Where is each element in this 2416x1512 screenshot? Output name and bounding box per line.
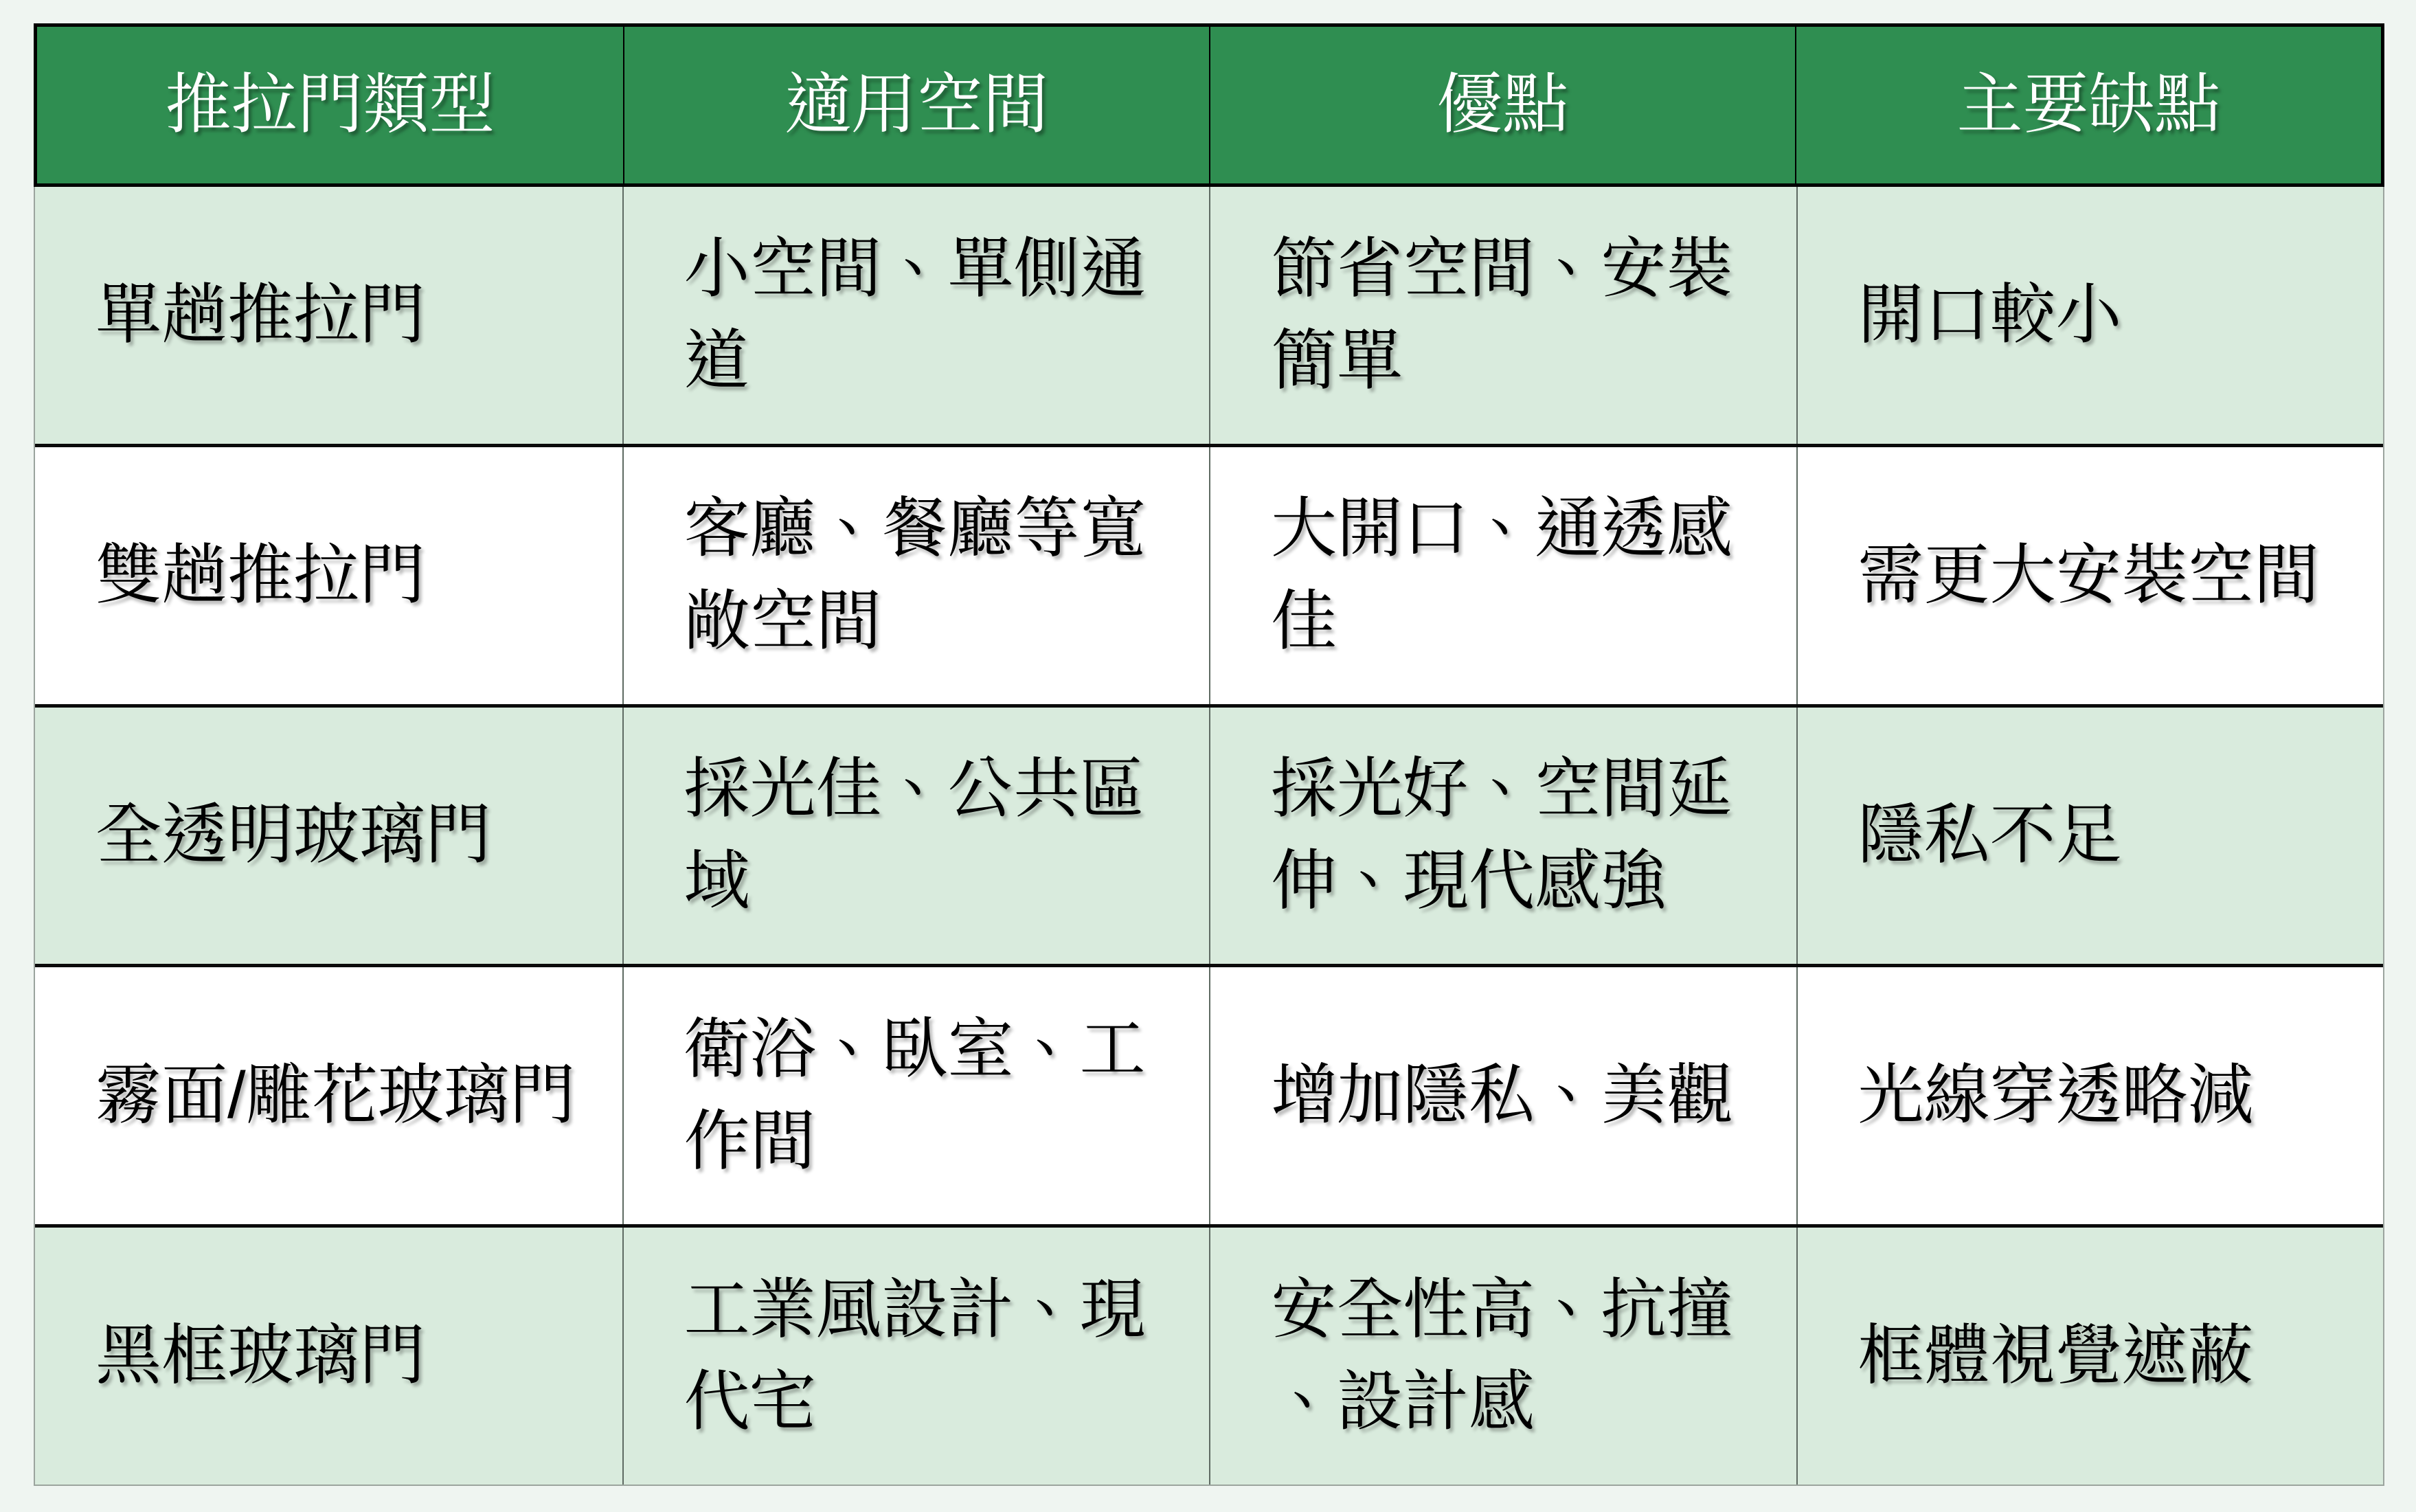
cell-advantages: 安全性高、抗撞、設計感	[1209, 1228, 1796, 1485]
cell-applicable-space: 小空間、單側通道	[622, 187, 1210, 444]
cell-main-drawbacks: 隱私不足	[1796, 708, 2384, 964]
cell-door-type: 雙趟推拉門	[95, 538, 425, 612]
cell-main-drawbacks: 需更大安裝空間	[1796, 447, 2384, 704]
column-header-main-drawbacks: 主要缺點	[1795, 27, 2381, 183]
table-header-row	[34, 23, 2384, 187]
cell-applicable-space: 工業風設計、現代宅	[622, 1228, 1210, 1485]
table-row	[35, 1224, 2383, 1485]
table-row	[35, 704, 2383, 964]
cell-advantages: 採光好、空間延伸、現代感強	[1209, 708, 1796, 964]
cell-advantages: 節省空間、安裝簡單	[1209, 187, 1796, 444]
cell-door-type: 黑框玻璃門	[95, 1318, 425, 1392]
table-row	[35, 187, 2383, 444]
column-header-applicable-space: 適用空間	[623, 27, 1209, 183]
cell-door-type: 單趟推拉門	[95, 278, 425, 352]
cell-advantages: 大開口、通透感佳	[1209, 447, 1796, 704]
table-row	[35, 444, 2383, 704]
table-row	[35, 964, 2383, 1224]
cell-advantages: 增加隱私、美觀	[1209, 967, 1796, 1224]
column-header-door-type: 推拉門類型	[165, 67, 495, 142]
cell-main-drawbacks: 框體視覺遮蔽	[1796, 1228, 2384, 1485]
cell-door-type: 全透明玻璃門	[95, 798, 491, 872]
table-body	[35, 187, 2383, 1485]
column-header-advantages: 優點	[1209, 27, 1795, 183]
cell-main-drawbacks: 開口較小	[1796, 187, 2384, 444]
cell-main-drawbacks: 光線穿透略減	[1796, 967, 2384, 1224]
cell-applicable-space: 採光佳、公共區域	[622, 708, 1210, 964]
comparison-table	[34, 23, 2384, 1486]
cell-applicable-space: 衛浴、臥室、工作間	[622, 967, 1210, 1224]
cell-door-type: 霧面/雕花玻璃門	[95, 1059, 576, 1133]
cell-applicable-space: 客廳、餐廳等寬敞空間	[622, 447, 1210, 704]
